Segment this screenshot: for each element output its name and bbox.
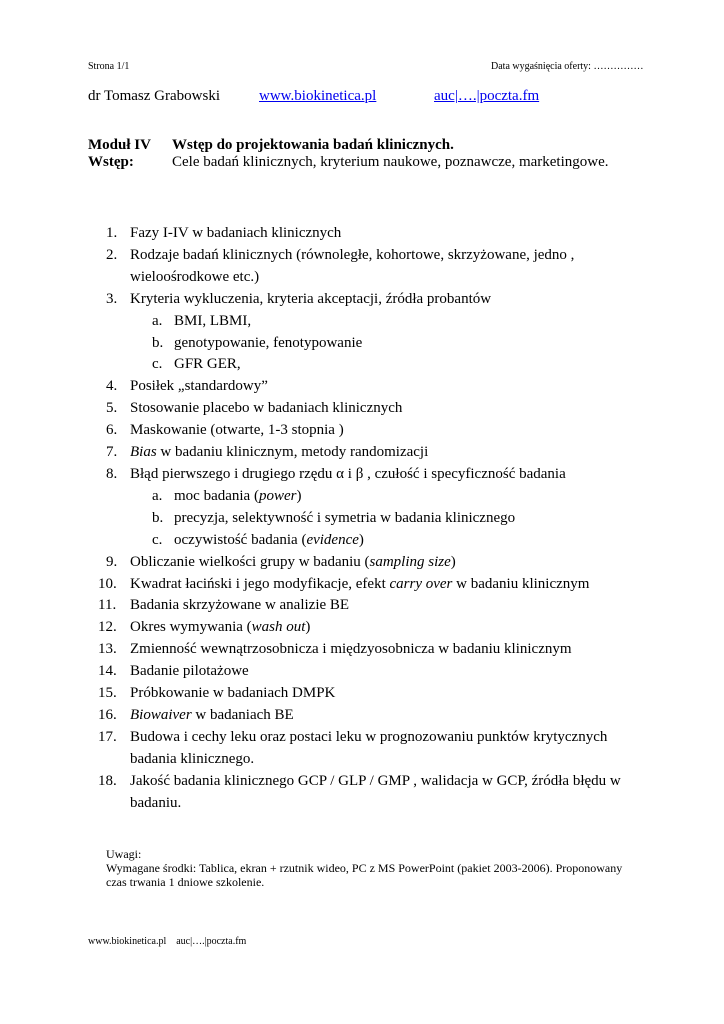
sub-item: a. moc badania (power) [152, 487, 302, 504]
email-link[interactable]: auc|….|poczta.fm [434, 88, 540, 104]
list-item: 11. Badania skrzyżowane w analizie BE [98, 597, 350, 614]
intro-text: Cele badań klinicznych, kryterium naukowe, poznawcze, marketingowe. [172, 154, 609, 170]
list-item: 6. Maskowanie (otwarte, 1-3 stopnia ) [106, 422, 344, 439]
topics-list [98, 223, 646, 814]
website-link[interactable]: www.biokinetica.pl [259, 88, 377, 104]
author-name: dr Tomasz Grabowski [88, 88, 220, 104]
sub-item: a. BMI, LBMI, [152, 312, 252, 329]
notes-line: Wymagane środki: Tablica, ekran + rzutnik wideo, PC z MS PowerPoint (pakiet 2003-2006). Proponowany [106, 861, 623, 875]
module-label: Moduł IV [88, 137, 151, 153]
list-item: 3. Kryteria wykluczenia, kryteria akceptacji, źródła probantów [106, 290, 492, 307]
intro-label: Wstęp: [88, 154, 134, 170]
module-title: Wstęp do projektowania badań klinicznych. [172, 137, 454, 153]
list-item: 5. Stosowanie placebo w badaniach klinicznych [106, 400, 403, 417]
list-item: 9. Obliczanie wielkości grupy w badaniu (sampling size) [106, 553, 456, 570]
list-item: 17. Budowa i cechy leku oraz postaci leku w prognozowaniu punktów krytycznych badania klinicznego. [98, 728, 608, 767]
notes-section [106, 847, 646, 889]
list-item: 16. Biowaiver w badaniach BE [98, 706, 294, 723]
sub-item: b. genotypowanie, fenotypowanie [152, 334, 363, 351]
notes-title: Uwagi: [106, 847, 142, 861]
list-item: 18. Jakość badania klinicznego GCP / GLP / GMP , walidacja w GCP, źródła błędu w badaniu. [98, 772, 621, 811]
footer-website: www.biokinetica.pl [88, 936, 167, 947]
sub-item: b. precyzja, selektywność i symetria w badania klinicznego [152, 509, 516, 526]
list-item: 10. Kwadrat łaciński i jego modyfikacje, efekt carry over w badaniu klinicznym [98, 575, 590, 592]
list-item: 2. Rodzaje badań klinicznych (równoległe, kohortowe, skrzyżowane, jedno , wieloośrodkowe etc.) [106, 246, 575, 285]
offer-expiry-label: Data wygaśnięcia oferty: …………… [491, 61, 644, 72]
notes-line: czas trwania 1 dniowe szkolenie. [106, 875, 265, 889]
list-item: 8. Błąd pierwszego i drugiego rzędu α i β , czułość i specyficzność badania [106, 465, 566, 482]
footer [88, 936, 246, 947]
page-number: Strona 1/1 [88, 61, 130, 72]
list-item: 14. Badanie pilotażowe [98, 663, 249, 680]
list-item: 7. Bias w badaniu klinicznym, metody randomizacji [106, 444, 429, 461]
list-item: 15. Próbkowanie w badaniach DMPK [98, 685, 336, 702]
sub-item: c. oczywistość badania (evidence) [152, 531, 364, 548]
footer-email: auc|….|poczta.fm [176, 936, 247, 947]
list-item: 1. Fazy I-IV w badaniach klinicznych [106, 225, 342, 241]
list-item: 12. Okres wymywania (wash out) [98, 619, 311, 636]
list-item: 4. Posiłek „standardowy” [106, 378, 268, 395]
list-item: 13. Zmienność wewnątrzosobnicza i międzyosobnicza w badaniu klinicznym [98, 641, 572, 658]
sub-item: c. GFR GER, [152, 356, 241, 373]
